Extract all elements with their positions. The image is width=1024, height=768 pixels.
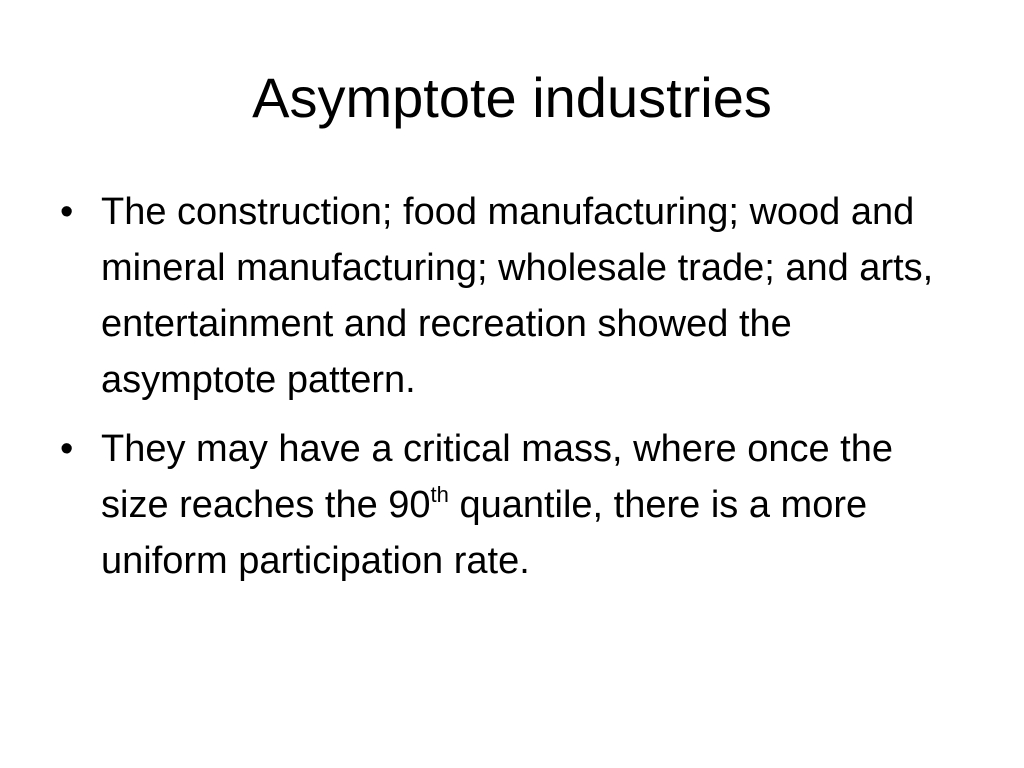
bullet-marker: • <box>60 428 74 470</box>
bullet-text-end: quantile, there is a more uniform participation rate. <box>101 484 868 582</box>
bullet-list <box>60 184 960 602</box>
ordinal-superscript: th <box>430 482 449 507</box>
bullet-marker: • <box>60 191 74 233</box>
bullet-text: The construction; food manufacturing; wood and mineral manufacturing; wholesale trade; and arts, entertainment and recreation showed the asymptote pattern. <box>101 191 934 401</box>
bullet-text-start: They may have a critical mass, where once the size reaches the 90 <box>101 428 894 526</box>
bullet-item-critical-mass <box>60 421 960 589</box>
bullet-item-asymptote-industries-list <box>60 184 960 408</box>
slide-title: Asymptote industries <box>252 66 772 129</box>
